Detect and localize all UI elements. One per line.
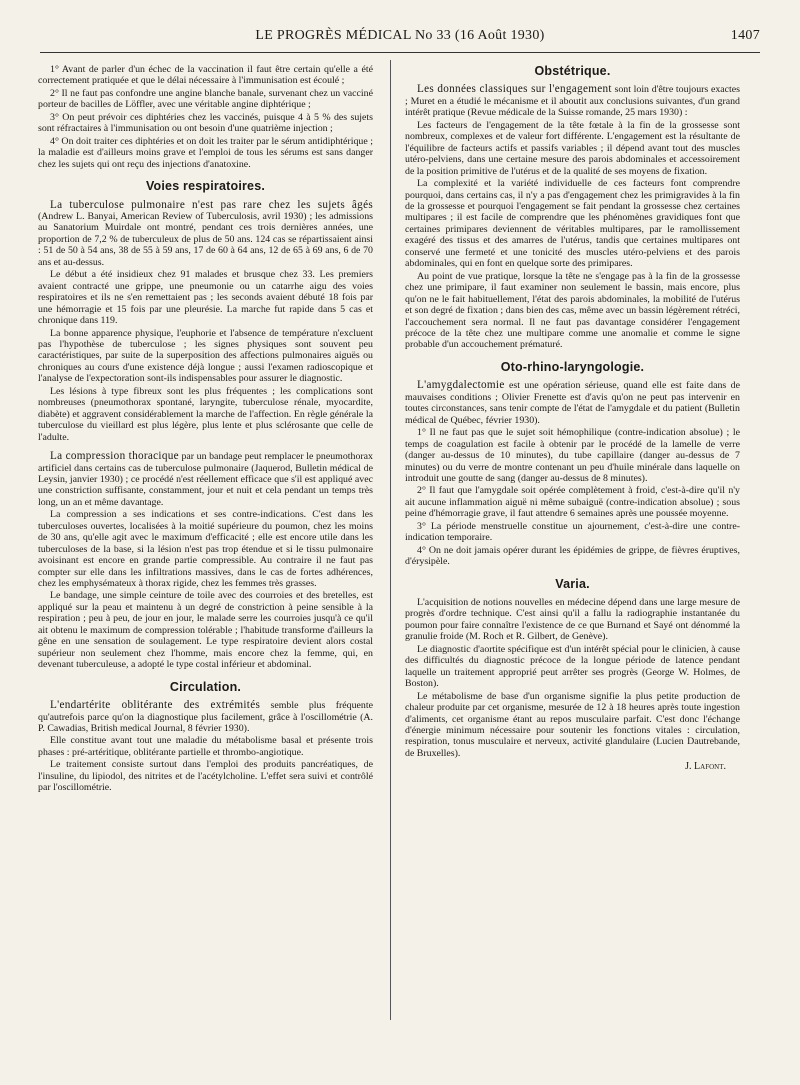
paragraph: Elle constitue avant tout une maladie du métabolisme basal et présente trois phases : pré-artéritique, oblitérante partielle et thrombo-angiotique. bbox=[38, 735, 373, 758]
paragraph: La bonne apparence physique, l'euphorie et l'absence de température n'excluent pas l'hypothèse de tuberculose ; les signes physiques sont souvent peu caractéristiques, par suite de la superposition des affections pulmonaires aiguës ou chroniques au cours d'une existence déjà longue ; aussi l'examen radioscopique et l'analyse de l'expectoration sont-ils indispensables pour assurer le diagnostic. bbox=[38, 327, 373, 385]
author-signature: J. Lafont. bbox=[685, 761, 726, 773]
intro-paragraph: 1° Avant de parler d'un échec de la vaccination il faut être certain qu'elle a été correctement pratiquée et que le délai nécessaire à l'immunisation est écoulé ; bbox=[38, 64, 373, 87]
intro-paragraph: 4° On doit traiter ces diphtéries et on doit les traiter par le sérum antidiphtérique ; la maladie est d'ailleurs moins grave et l'emploi de tous les sérums est sans danger chez les sujets qui ont reçu des injections d'anatoxine. bbox=[38, 135, 373, 170]
paragraph bbox=[38, 200, 373, 269]
paragraph: L'acquisition de notions nouvelles en médecine dépend dans une large mesure de progrès d'ordre technique. C'est ainsi qu'il a fallu la radiographie instantanée du poumon pour faire connaître l'existence de ce que Burnand et Sayé ont dénommé la granulie froide (M. Roch et R. Gilbert, de Genève). bbox=[405, 597, 740, 643]
section-title-voies-respiratoires: Voies respiratoires. bbox=[145, 179, 266, 194]
paragraph: Les facteurs de l'engagement de la tête fœtale à la fin de la grossesse sont nombreux, complexes et de valeur fort différente. L'engagement est la résultante de l'équilibre de facteurs actifs et passifs variables ; il dépend avant tout des muscles utéro-pelviens, dans une certaine mesure des parois abdominales et accessoirement de la position primitive de l'utérus et de la qualité de ses moyens de fixation. bbox=[405, 119, 740, 177]
right-column bbox=[405, 64, 740, 1024]
paragraph: 4° On ne doit jamais opérer durant les épidémies de grippe, de fièvres éruptives, d'érysipèle. bbox=[405, 544, 740, 568]
paragraph: La complexité et la variété individuelle de ces facteurs font comprendre pourquoi, dans certains cas, il n'y a pas d'engagement chez les primigravides à la fin de la grossesse et pourquoi l'engagement se fait pendant la grossesse chez certaines multipares ; il est facile de comprendre que les phénomènes gravidiques font que certaines primipares deviennent de véritables multipares, par le ramollissement exagéré des tissus et des amarres de l'utérus, tandis que certaines multipares ont conservé une fermeté et une tonicité des muscles utéro-pelviens et des parois abdominales, qui en font en quelque sorte des primipares. bbox=[405, 178, 740, 270]
page-header bbox=[40, 28, 760, 50]
section-title-varia: Varia. bbox=[555, 576, 590, 591]
lead-text: L'amygdalectomie bbox=[417, 379, 505, 392]
paragraph: Le bandage, une simple ceinture de toile avec des courroies et des bretelles, est appliqué sur la peau et maintenu à un degré de constriction à peine sensible à la respiration ; peu à peu, de jour en jour, le malade serre les courroies jusqu'à ce qu'il ait obtenu le maximum de compression tolérable ; l'habitude transforme d'ailleurs la gêne en une sensation de soulagement. Le type respiratoire devient alors costal supérieur non seulement chez l'homme, mais encore chez la femme, qui, en devenant tuberculeuse, a adopté le type costal inférieur et abdominal. bbox=[38, 590, 373, 671]
paragraph: Le métabolisme de base d'un organisme signifie la plus petite production de chaleur produite par cet organisme, mesurée de 12 à 18 heures après toute ingestion d'aliments, cet organisme étant au repos musculaire parfait. C'est donc l'échange d'énergie minimum nécessaire pour soutenir les fonctions vitales : circulation, respiration, tonus musculaire et nerveux, activité glandulaire (Lucien Dautrebande, de Bruxelles). bbox=[405, 690, 740, 759]
paragraph bbox=[405, 84, 740, 118]
lead-text: La tuberculose pulmonaire n'est pas rare chez les sujets âgés bbox=[50, 198, 373, 211]
paragraph-text: semble plus fréquente qu'autrefois parce qu'on la diagnostique plus facilement, grâce à l'oscillométrie (A. P. Cawadias, British medical Journal, 8 février 1930). bbox=[38, 700, 373, 735]
paragraph bbox=[405, 380, 740, 426]
header-rule bbox=[40, 52, 760, 53]
paragraph: 1° Il ne faut pas que le sujet soit hémophilique (contre-indication absolue) ; le temps de coagulation est facile à obtenir par le procédé de la lamelle de verre (danger au-dessus de 10 minutes), du tube capillaire (danger au-dessus de 7 minutes) ou du verre de montre contenant un peu d'huile minérale dans laquelle on introduit une goutte de sang (danger au-dessus de 8 minutes). bbox=[405, 427, 740, 484]
paragraph: 3° La période menstruelle constitue un ajournement, c'est-à-dire une contre-indication temporaire. bbox=[405, 520, 740, 544]
paragraph-text: (Andrew L. Banyai, American Review of Tuberculosis, avril 1930) ; les admissions au Sanatorium Muirdale ont montré, pendant ces trois dernières années, une proportion de 7,2 % de tuberculeux de plus de 50 ans. 124 cas se répartissaient ainsi : 51 de 50 à 54 ans, 38 de 55 à 59 ans, 17 de 60 à 64 ans, 12 de 65 à 69 ans, 6 de 70 ans et au-dessus. bbox=[38, 210, 373, 268]
section-title-obstetrique: Obstétrique. bbox=[534, 64, 611, 78]
paragraph bbox=[38, 451, 373, 508]
paragraph: Les lésions à type fibreux sont les plus fréquentes ; les complications sont nombreuses (pneumothorax spontané, laryngite, tuberculose rénale, myocardite, diabète) et aggravent considérablement la marche de l'affection. En règle générale la tuberculose du vieillard est plus légère, plus lente et plus sclérosante que celle de l'adulte. bbox=[38, 385, 373, 443]
paragraph: Le traitement consiste surtout dans l'emploi des produits pancréatiques, de l'insuline, du lipiodol, des nitrites et de l'acétylcholine. L'effet sera suivi et contrôlé par l'oscillométrie. bbox=[38, 759, 373, 794]
section-title-circulation: Circulation. bbox=[169, 679, 242, 694]
lead-text: Les données classiques sur l'engagement bbox=[417, 83, 612, 96]
page-number: 1407 bbox=[730, 28, 760, 43]
paragraph-text: sont loin d'être toujours exactes ; Muret en a étudié le mécanisme et il aboutit aux conclusions suivantes, d'un grand intérêt pratique (Revue médicale de la Suisse romande, 25 mars 1930) : bbox=[405, 84, 740, 119]
intro-paragraph: 3° On peut prévoir ces diphtéries chez les vaccinés, puisque 4 à 5 % des sujets sont réfractaires à l'immunisation ou ont besoin d'une quatrième injection ; bbox=[38, 111, 373, 135]
lead-text: L'endartérite oblitérante des extrémités bbox=[50, 699, 261, 712]
paragraph: La compression a ses indications et ses contre-indications. C'est dans les tuberculoses ouvertes, localisées à la moitié supérieure du poumon, chez les moins de 30 ans, qu'elle agit avec le maximum d'efficacité ; elle est encore utile dans les tuberculoses de la base, si la lésion n'est pas trop étendue et si le tissu pulmonaire avoisinant est encore en grande partie compressible. Au contraire il ne faut pas compter sur elle dans les infiltrations massives, dans le cas de fortes adhérences, chez les emphysémateux à thorax rigide, chez les femmes très grasses. bbox=[38, 509, 373, 590]
paragraph-text: par un bandage peut remplacer le pneumothorax artificiel dans certains cas de tuberculose pulmonaire (Jaquerod, Bulletin médical de Leysin, janvier 1930) ; ce procédé n'est réellement efficace que s'il est appliqué avec une constriction suffisante, constamment, jour et nuit et cela pendant un temps très long, un an et même davantage. bbox=[38, 451, 373, 508]
paragraph: Le diagnostic d'aortite spécifique est d'un intérêt spécial pour le clinicien, à cause des difficultés du diagnostic précoce de la longue période de latence pendant laquelle un traitement approprié peut arrêter ses progrès (George W. Holmes, de Boston). bbox=[405, 643, 740, 690]
lead-text: La compression thoracique bbox=[50, 450, 179, 463]
column-divider bbox=[390, 60, 391, 1020]
intro-paragraph: 2° Il ne faut pas confondre une angine blanche banale, survenant chez un vacciné porteur de bacilles de Löffler, avec une véritable angine diphtérique ; bbox=[38, 87, 373, 111]
paragraph: Au point de vue pratique, lorsque la tête ne s'engage pas à la fin de la grossesse chez une primipare, il faut examiner non seulement le bassin, mais encore, plus qu'on ne le fait habituellement, l'état des parois abdominales, la mobilité de l'utérus et son degré de fixation ; dans bien des cas, même avec un bassin légèrement rétréci, l'accouchement sera normal. Il ne faut pas davantage considérer l'engagement précoce de la tête chez une multipare comme une anomalie et comme le signe probable d'un accouchement prématuré. bbox=[405, 270, 740, 351]
paragraph bbox=[38, 700, 373, 734]
journal-title: LE PROGRÈS MÉDICAL No 33 (16 Août 1930) bbox=[255, 28, 545, 43]
paragraph-text: est une opération sérieuse, quand elle est faite dans de mauvaises conditions ; Olivier Frenette est d'avis qu'on ne peut pas intervenir en toutes circonstances, sans tenir compte de l'état de l'amygdale et du patient (Bulletin médical de Québec, février 1930). bbox=[405, 380, 740, 426]
paragraph: 2° Il faut que l'amygdale soit opérée complètement à froid, c'est-à-dire qu'il n'y ait aucune inflammation aiguë ni même subaiguë (contre-indication absolue) ; sous peine d'hémorragie grave, il faut attendre 6 semaines après une poussée moyenne. bbox=[405, 485, 740, 520]
section-title-oto-rhino-laryngologie: Oto-rhino-laryngologie. bbox=[500, 359, 645, 374]
left-column bbox=[38, 64, 373, 1064]
paragraph: Le début a été insidieux chez 91 malades et brusque chez 33. Les premiers avaient contracté une grippe, une pneumonie ou un catarrhe aigu des voies respiratoires et ils ne s'en remettaient pas ; les seconds avaient débuté 18 fois par une hémorragie et 15 fois par une pleurésie. La marche fut rapide dans 5 cas et chronique dans 119. bbox=[38, 269, 373, 327]
